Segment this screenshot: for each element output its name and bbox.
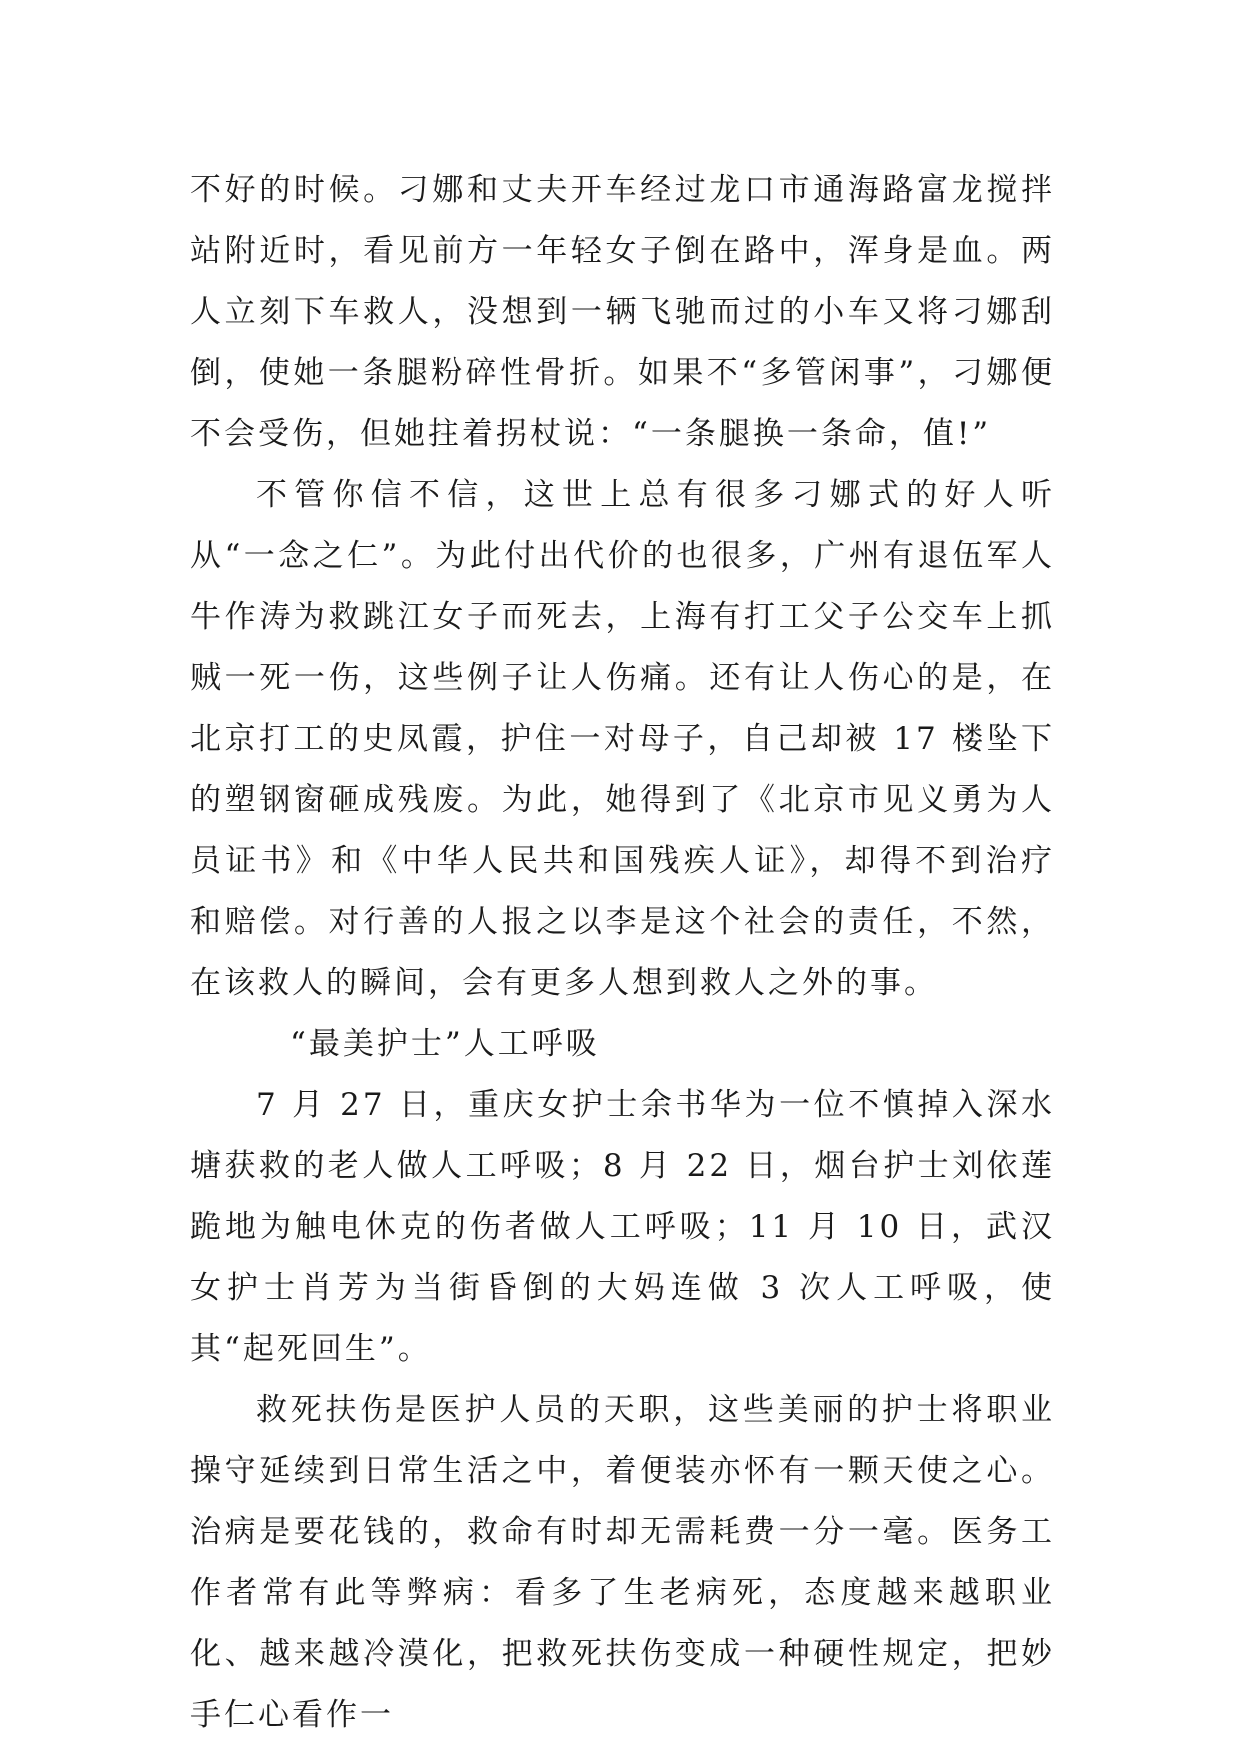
paragraph-good-samaritans: 不管你信不信，这世上总有很多刁娜式的好人听从“一念之仁”。为此付出代价的也很多，广州有退伍军人牛作涛为救跳江女子而死去，上海有打工父子公交车上抓贼一死一伤，这些例子让人伤痛。还有让人伤心的是，在北京打工的史凤霞，护住一对母子，自己却被 17 楼坠下的塑钢窗砸成残废。为此，她得到了《北京市见义勇为人员证书》和《中华人民共和国残疾人证》，却得不到治疗和赔偿。对行善的人报之以李是这个社会的责任，不然，在该救人的瞬间，会有更多人想到救人之外的事。 [190,477,1055,1001]
paragraph-nurse-cases: 7 月 27 日，重庆女护士余书华为一位不慎掉入深水塘获救的老人做人工呼吸；8 月 22 日，烟台护士刘依莲跪地为触电休克的伤者做人工呼吸；11 月 10 日，武汉女护士肖芳为当街昏倒的大妈连做 3 次人工呼吸，使其“起死回生”。 [190,1087,1055,1367]
paragraph-continuation: 不好的时候。刁娜和丈夫开车经过龙口市通海路富龙搅拌站附近时，看见前方一年轻女子倒在路中，浑身是血。两人立刻下车救人，没想到一辆飞驰而过的小车又将刁娜刮倒，使她一条腿粉碎性骨折。如果不“多管闲事”，刁娜便不会受伤，但她拄着拐杖说：“一条腿换一条命，值!” [190,172,1055,452]
section-heading-nurses: “最美护士”人工呼吸 [290,1026,600,1062]
paragraph-medical-duty: 救死扶伤是医护人员的天职，这些美丽的护士将职业操守延续到日常生活之中，着便装亦怀有一颗天使之心。治病是要花钱的，救命有时却无需耗费一分一毫。医务工作者常有此等弊病：看多了生老病死，态度越来越职业化、越来越冷漠化，把救死扶伤变成一种硬性规定，把妙手仁心看作一 [190,1392,1055,1733]
document-body [190,160,1055,1746]
